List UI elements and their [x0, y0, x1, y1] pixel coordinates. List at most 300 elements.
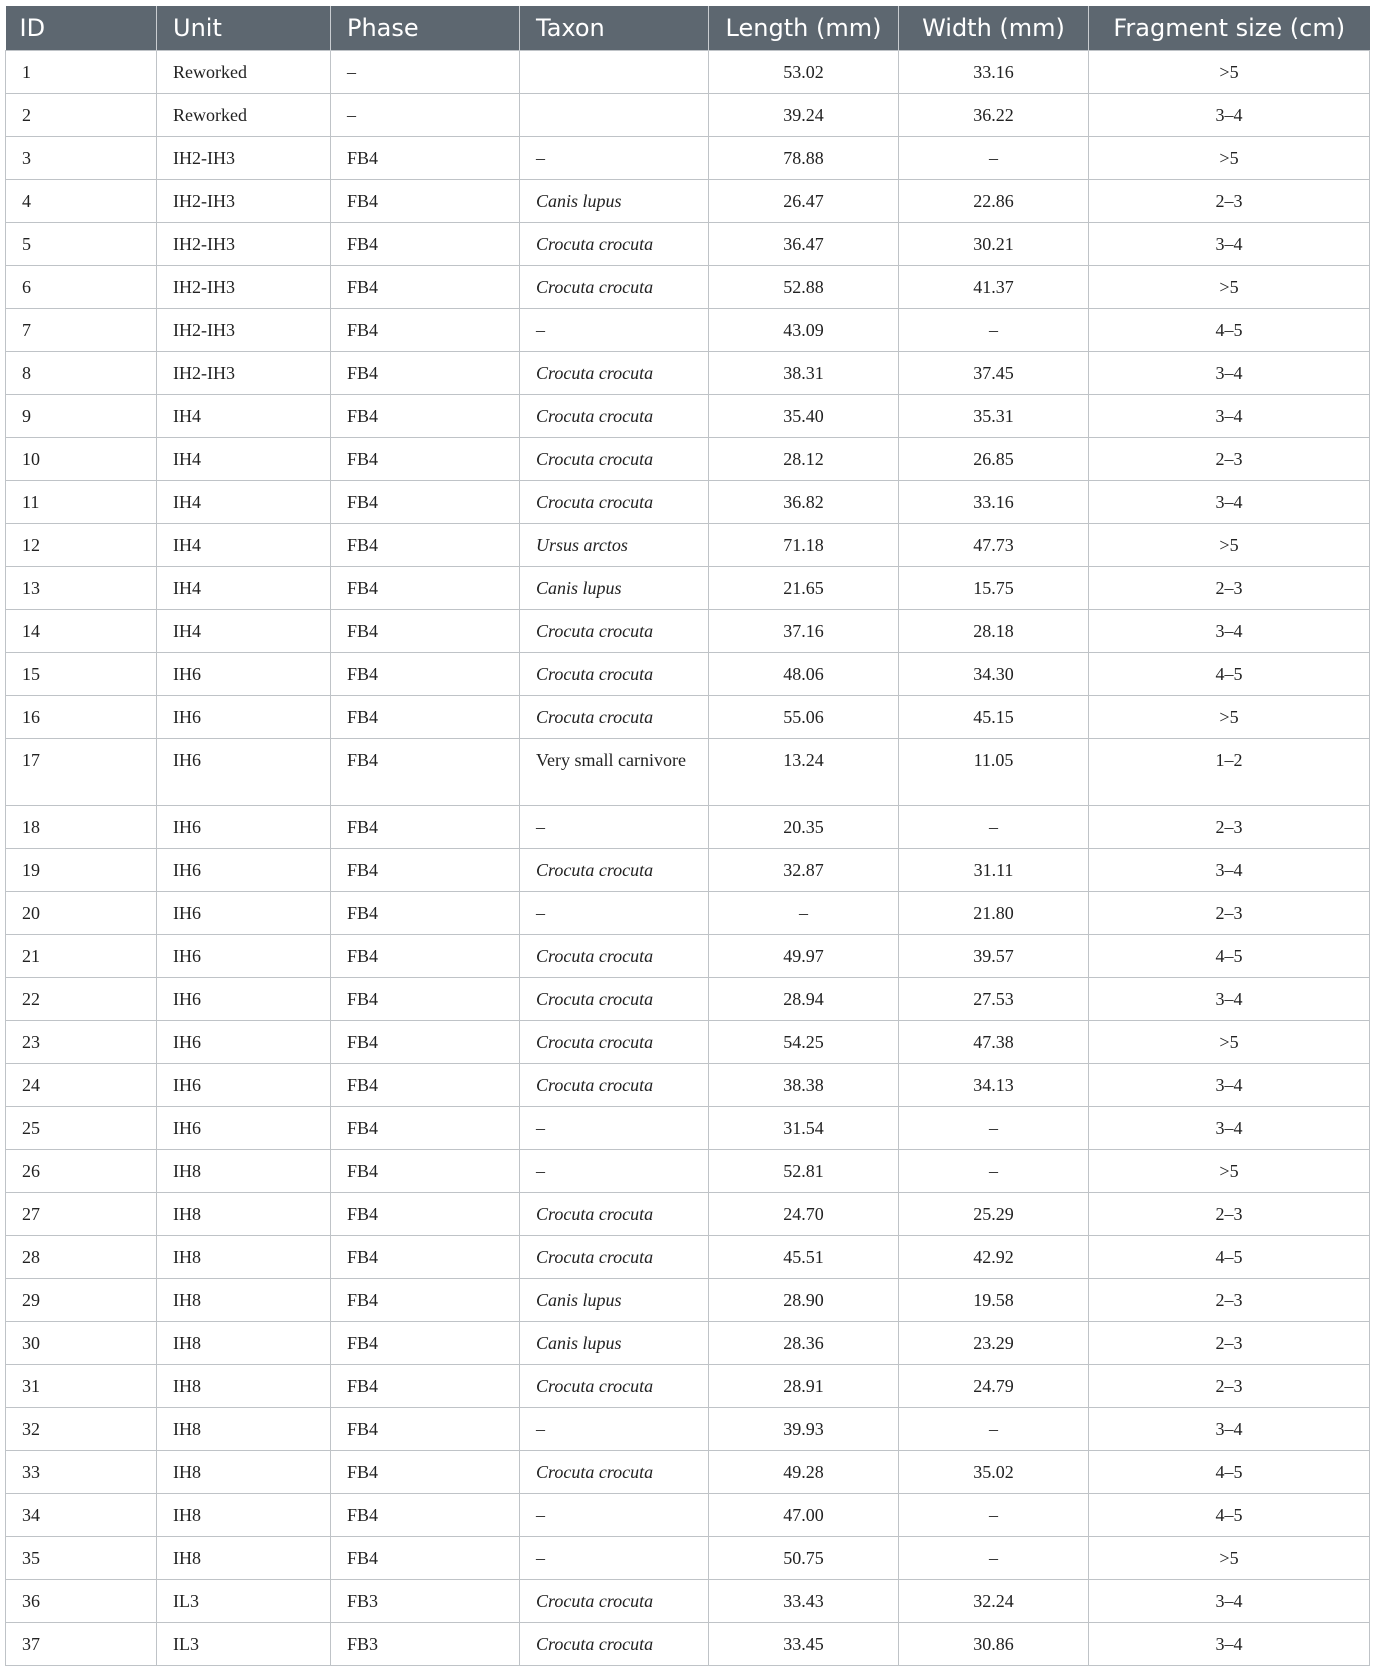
cell-unit: IH4 — [157, 523, 331, 566]
cell-phase: FB4 — [331, 566, 520, 609]
cell-width: 35.31 — [899, 394, 1089, 437]
cell-taxon: Very small carnivore — [520, 738, 709, 805]
cell-phase: FB4 — [331, 1106, 520, 1149]
cell-width: 11.05 — [899, 738, 1089, 805]
cell-unit: IH2-IH3 — [157, 265, 331, 308]
cell-id: 33 — [6, 1450, 157, 1493]
data-table-container — [5, 6, 1369, 1666]
table-row — [6, 50, 1370, 93]
cell-length: 52.88 — [709, 265, 899, 308]
cell-id: 35 — [6, 1536, 157, 1579]
table-row — [6, 351, 1370, 394]
cell-unit: IH6 — [157, 1020, 331, 1063]
cell-unit: Reworked — [157, 50, 331, 93]
cell-id: 31 — [6, 1364, 157, 1407]
cell-id: 20 — [6, 891, 157, 934]
cell-id: 4 — [6, 179, 157, 222]
cell-width: 24.79 — [899, 1364, 1089, 1407]
table-body — [6, 50, 1370, 1665]
cell-width: 15.75 — [899, 566, 1089, 609]
cell-taxon: Crocuta crocuta — [520, 1020, 709, 1063]
cell-unit: IH8 — [157, 1149, 331, 1192]
cell-unit: IH8 — [157, 1278, 331, 1321]
cell-id: 32 — [6, 1407, 157, 1450]
cell-width: – — [899, 1106, 1089, 1149]
cell-fragment-size: 3–4 — [1089, 93, 1370, 136]
cell-id: 26 — [6, 1149, 157, 1192]
table-row — [6, 1450, 1370, 1493]
cell-fragment-size: 2–3 — [1089, 1278, 1370, 1321]
cell-length: 55.06 — [709, 695, 899, 738]
cell-taxon: – — [520, 308, 709, 351]
cell-fragment-size: 3–4 — [1089, 1063, 1370, 1106]
cell-width: 32.24 — [899, 1579, 1089, 1622]
cell-id: 19 — [6, 848, 157, 891]
cell-phase: FB4 — [331, 1192, 520, 1235]
cell-length: 53.02 — [709, 50, 899, 93]
cell-unit: IH6 — [157, 1063, 331, 1106]
cell-fragment-size: >5 — [1089, 136, 1370, 179]
table-row — [6, 891, 1370, 934]
table-row — [6, 1149, 1370, 1192]
cell-id: 17 — [6, 738, 157, 805]
cell-id: 30 — [6, 1321, 157, 1364]
cell-phase: – — [331, 93, 520, 136]
cell-unit: IL3 — [157, 1579, 331, 1622]
cell-length: 54.25 — [709, 1020, 899, 1063]
cell-width: 36.22 — [899, 93, 1089, 136]
table-row — [6, 523, 1370, 566]
cell-phase: FB4 — [331, 1321, 520, 1364]
cell-taxon: – — [520, 1149, 709, 1192]
cell-phase: FB4 — [331, 891, 520, 934]
cell-length: – — [709, 891, 899, 934]
cell-phase: FB4 — [331, 934, 520, 977]
cell-width: 27.53 — [899, 977, 1089, 1020]
cell-taxon: Canis lupus — [520, 566, 709, 609]
table-row — [6, 179, 1370, 222]
cell-width: 33.16 — [899, 480, 1089, 523]
cell-fragment-size: 2–3 — [1089, 566, 1370, 609]
cell-taxon: Crocuta crocuta — [520, 351, 709, 394]
header-id: ID — [19, 13, 46, 42]
cell-fragment-size: >5 — [1089, 1020, 1370, 1063]
cell-unit: IH8 — [157, 1321, 331, 1364]
cell-length: 39.24 — [709, 93, 899, 136]
cell-length: 47.00 — [709, 1493, 899, 1536]
cell-fragment-size: 3–4 — [1089, 394, 1370, 437]
cell-length: 39.93 — [709, 1407, 899, 1450]
cell-phase: – — [331, 50, 520, 93]
cell-width: 37.45 — [899, 351, 1089, 394]
cell-length: 26.47 — [709, 179, 899, 222]
cell-unit: IH8 — [157, 1493, 331, 1536]
cell-length: 28.94 — [709, 977, 899, 1020]
cell-width: – — [899, 136, 1089, 179]
table-row — [6, 136, 1370, 179]
cell-id: 10 — [6, 437, 157, 480]
table-row — [6, 977, 1370, 1020]
cell-id: 28 — [6, 1235, 157, 1278]
cell-taxon: Canis lupus — [520, 179, 709, 222]
cell-fragment-size: >5 — [1089, 1536, 1370, 1579]
cell-fragment-size: 2–3 — [1089, 437, 1370, 480]
cell-fragment-size: 4–5 — [1089, 652, 1370, 695]
table-row — [6, 805, 1370, 848]
cell-width: 35.02 — [899, 1450, 1089, 1493]
cell-taxon — [520, 93, 709, 136]
cell-taxon: Crocuta crocuta — [520, 1622, 709, 1665]
cell-id: 12 — [6, 523, 157, 566]
cell-id: 1 — [6, 50, 157, 93]
cell-width: – — [899, 1493, 1089, 1536]
cell-phase: FB4 — [331, 1235, 520, 1278]
cell-length: 31.54 — [709, 1106, 899, 1149]
cell-unit: IH6 — [157, 934, 331, 977]
cell-taxon: Crocuta crocuta — [520, 437, 709, 480]
cell-fragment-size: 2–3 — [1089, 1321, 1370, 1364]
cell-taxon: Ursus arctos — [520, 523, 709, 566]
cell-taxon: Crocuta crocuta — [520, 848, 709, 891]
table-row — [6, 652, 1370, 695]
cell-taxon: Crocuta crocuta — [520, 695, 709, 738]
cell-unit: Reworked — [157, 93, 331, 136]
cell-taxon: Crocuta crocuta — [520, 394, 709, 437]
cell-unit: IH8 — [157, 1536, 331, 1579]
table-row — [6, 308, 1370, 351]
cell-taxon: – — [520, 805, 709, 848]
cell-unit: IH8 — [157, 1364, 331, 1407]
table-row — [6, 609, 1370, 652]
cell-phase: FB4 — [331, 1149, 520, 1192]
table-row — [6, 1579, 1370, 1622]
cell-phase: FB4 — [331, 1493, 520, 1536]
cell-phase: FB4 — [331, 351, 520, 394]
cell-phase: FB4 — [331, 1063, 520, 1106]
cell-fragment-size: 2–3 — [1089, 1364, 1370, 1407]
cell-phase: FB4 — [331, 848, 520, 891]
table-row — [6, 222, 1370, 265]
table-row — [6, 480, 1370, 523]
cell-fragment-size: 3–4 — [1089, 480, 1370, 523]
cell-id: 24 — [6, 1063, 157, 1106]
cell-unit: IH8 — [157, 1450, 331, 1493]
cell-taxon: – — [520, 1407, 709, 1450]
cell-taxon: Crocuta crocuta — [520, 934, 709, 977]
cell-phase: FB3 — [331, 1579, 520, 1622]
cell-unit: IH8 — [157, 1407, 331, 1450]
header-unit: Unit — [157, 6, 331, 50]
cell-taxon: – — [520, 1493, 709, 1536]
cell-unit: IH8 — [157, 1192, 331, 1235]
cell-fragment-size: 4–5 — [1089, 1450, 1370, 1493]
header-width: Width (mm) — [899, 6, 1089, 50]
cell-unit: IH8 — [157, 1235, 331, 1278]
cell-fragment-size: 2–3 — [1089, 179, 1370, 222]
cell-width: – — [899, 805, 1089, 848]
cell-id: 23 — [6, 1020, 157, 1063]
cell-length: 43.09 — [709, 308, 899, 351]
cell-taxon: Crocuta crocuta — [520, 1450, 709, 1493]
cell-fragment-size: 3–4 — [1089, 609, 1370, 652]
cell-fragment-size: 3–4 — [1089, 1579, 1370, 1622]
cell-length: 36.82 — [709, 480, 899, 523]
cell-length: 28.90 — [709, 1278, 899, 1321]
cell-unit: IH4 — [157, 480, 331, 523]
cell-length: 38.38 — [709, 1063, 899, 1106]
cell-width: 41.37 — [899, 265, 1089, 308]
cell-fragment-size: 1–2 — [1089, 738, 1370, 805]
cell-id: 3 — [6, 136, 157, 179]
cell-width: 34.30 — [899, 652, 1089, 695]
cell-phase: FB4 — [331, 265, 520, 308]
cell-phase: FB3 — [331, 1622, 520, 1665]
cell-phase: FB4 — [331, 652, 520, 695]
cell-unit: IH2-IH3 — [157, 179, 331, 222]
cell-length: 28.12 — [709, 437, 899, 480]
cell-taxon: Crocuta crocuta — [520, 977, 709, 1020]
cell-id: 27 — [6, 1192, 157, 1235]
cell-id: 18 — [6, 805, 157, 848]
cell-id: 34 — [6, 1493, 157, 1536]
cell-phase: FB4 — [331, 609, 520, 652]
table-row — [6, 93, 1370, 136]
table-header — [6, 6, 1370, 50]
cell-id: 9 — [6, 394, 157, 437]
cell-width: 19.58 — [899, 1278, 1089, 1321]
cell-fragment-size: 4–5 — [1089, 934, 1370, 977]
cell-fragment-size: 4–5 — [1089, 308, 1370, 351]
cell-width: 47.38 — [899, 1020, 1089, 1063]
cell-fragment-size: 2–3 — [1089, 891, 1370, 934]
cell-width: 42.92 — [899, 1235, 1089, 1278]
cell-unit: IH4 — [157, 609, 331, 652]
cell-length: 20.35 — [709, 805, 899, 848]
cell-id: 5 — [6, 222, 157, 265]
cell-id: 8 — [6, 351, 157, 394]
cell-unit: IH6 — [157, 891, 331, 934]
cell-taxon: Canis lupus — [520, 1278, 709, 1321]
cell-width: 25.29 — [899, 1192, 1089, 1235]
cell-width: 22.86 — [899, 179, 1089, 222]
cell-phase: FB4 — [331, 695, 520, 738]
cell-phase: FB4 — [331, 523, 520, 566]
cell-width: – — [899, 1407, 1089, 1450]
cell-length: 52.81 — [709, 1149, 899, 1192]
cell-phase: FB4 — [331, 1364, 520, 1407]
cell-width: 30.86 — [899, 1622, 1089, 1665]
table-row — [6, 1192, 1370, 1235]
cell-taxon: Crocuta crocuta — [520, 1364, 709, 1407]
cell-width: – — [899, 308, 1089, 351]
cell-phase: FB4 — [331, 136, 520, 179]
cell-length: 13.24 — [709, 738, 899, 805]
cell-taxon: Crocuta crocuta — [520, 265, 709, 308]
cell-unit: IH4 — [157, 566, 331, 609]
cell-id: 2 — [6, 93, 157, 136]
cell-phase: FB4 — [331, 222, 520, 265]
table-row — [6, 394, 1370, 437]
cell-width: 26.85 — [899, 437, 1089, 480]
cell-id: 16 — [6, 695, 157, 738]
cell-length: 37.16 — [709, 609, 899, 652]
cell-fragment-size: 3–4 — [1089, 1407, 1370, 1450]
cell-length: 49.28 — [709, 1450, 899, 1493]
cell-length: 48.06 — [709, 652, 899, 695]
table-row — [6, 1493, 1370, 1536]
cell-length: 45.51 — [709, 1235, 899, 1278]
cell-length: 38.31 — [709, 351, 899, 394]
cell-fragment-size: >5 — [1089, 523, 1370, 566]
table-row — [6, 1364, 1370, 1407]
cell-length: 49.97 — [709, 934, 899, 977]
cell-unit: IH2-IH3 — [157, 308, 331, 351]
table-row — [6, 1278, 1370, 1321]
cell-phase: FB4 — [331, 437, 520, 480]
cell-taxon: Crocuta crocuta — [520, 652, 709, 695]
cell-taxon: – — [520, 1106, 709, 1149]
cell-unit: IH4 — [157, 394, 331, 437]
cell-taxon: Crocuta crocuta — [520, 480, 709, 523]
cell-length: 71.18 — [709, 523, 899, 566]
cell-taxon: Canis lupus — [520, 1321, 709, 1364]
cell-unit: IH2-IH3 — [157, 351, 331, 394]
table-row — [6, 1622, 1370, 1665]
cell-length: 35.40 — [709, 394, 899, 437]
cell-unit: IH4 — [157, 437, 331, 480]
cell-unit: IH6 — [157, 805, 331, 848]
header-length: Length (mm) — [709, 6, 899, 50]
cell-taxon — [520, 50, 709, 93]
table-row — [6, 566, 1370, 609]
cell-width: – — [899, 1149, 1089, 1192]
table-row — [6, 934, 1370, 977]
cell-length: 50.75 — [709, 1536, 899, 1579]
cell-unit: IH2-IH3 — [157, 222, 331, 265]
cell-taxon: – — [520, 891, 709, 934]
cell-unit: IH2-IH3 — [157, 136, 331, 179]
cell-phase: FB4 — [331, 1536, 520, 1579]
cell-unit: IH6 — [157, 695, 331, 738]
cell-unit: IH6 — [157, 652, 331, 695]
cell-width: 21.80 — [899, 891, 1089, 934]
cell-fragment-size: 2–3 — [1089, 1192, 1370, 1235]
table-row — [6, 1407, 1370, 1450]
cell-phase: FB4 — [331, 805, 520, 848]
cell-id: 13 — [6, 566, 157, 609]
cell-width: 45.15 — [899, 695, 1089, 738]
table-row — [6, 1063, 1370, 1106]
cell-phase: FB4 — [331, 1020, 520, 1063]
cell-length: 36.47 — [709, 222, 899, 265]
cell-fragment-size: 3–4 — [1089, 351, 1370, 394]
cell-fragment-size: >5 — [1089, 1149, 1370, 1192]
cell-phase: FB4 — [331, 394, 520, 437]
cell-phase: FB4 — [331, 1407, 520, 1450]
cell-taxon: Crocuta crocuta — [520, 609, 709, 652]
cell-id: 6 — [6, 265, 157, 308]
cell-phase: FB4 — [331, 480, 520, 523]
header-phase: Phase — [331, 6, 520, 50]
table-row — [6, 1235, 1370, 1278]
cell-phase: FB4 — [331, 1278, 520, 1321]
table-row — [6, 1536, 1370, 1579]
cell-width: 39.57 — [899, 934, 1089, 977]
cell-length: 78.88 — [709, 136, 899, 179]
cell-unit: IH6 — [157, 977, 331, 1020]
cell-unit: IH6 — [157, 738, 331, 805]
cell-width: 33.16 — [899, 50, 1089, 93]
table-row — [6, 1321, 1370, 1364]
cell-width: 31.11 — [899, 848, 1089, 891]
cell-phase: FB4 — [331, 179, 520, 222]
cell-width: 28.18 — [899, 609, 1089, 652]
cell-id: 7 — [6, 308, 157, 351]
cell-fragment-size: >5 — [1089, 265, 1370, 308]
table-row — [6, 848, 1370, 891]
cell-fragment-size: 3–4 — [1089, 848, 1370, 891]
cell-taxon: Crocuta crocuta — [520, 1063, 709, 1106]
table-row — [6, 1106, 1370, 1149]
table-row — [6, 695, 1370, 738]
cell-id: 37 — [6, 1622, 157, 1665]
cell-fragment-size: 4–5 — [1089, 1493, 1370, 1536]
cell-fragment-size: >5 — [1089, 50, 1370, 93]
cell-length: 28.91 — [709, 1364, 899, 1407]
cell-phase: FB4 — [331, 738, 520, 805]
cell-fragment-size: 3–4 — [1089, 1622, 1370, 1665]
cell-width: – — [899, 1536, 1089, 1579]
cell-taxon: – — [520, 1536, 709, 1579]
cell-width: 34.13 — [899, 1063, 1089, 1106]
table-row — [6, 265, 1370, 308]
cell-phase: FB4 — [331, 977, 520, 1020]
cell-length: 32.87 — [709, 848, 899, 891]
cell-width: 23.29 — [899, 1321, 1089, 1364]
cell-id: 25 — [6, 1106, 157, 1149]
cell-id: 14 — [6, 609, 157, 652]
cell-width: 47.73 — [899, 523, 1089, 566]
cell-taxon: Crocuta crocuta — [520, 1235, 709, 1278]
table-row — [6, 1020, 1370, 1063]
cell-fragment-size: 4–5 — [1089, 1235, 1370, 1278]
cell-phase: FB4 — [331, 308, 520, 351]
cell-unit: IL3 — [157, 1622, 331, 1665]
cell-fragment-size: >5 — [1089, 695, 1370, 738]
cell-taxon: – — [520, 136, 709, 179]
cell-unit: IH6 — [157, 848, 331, 891]
cell-id: 21 — [6, 934, 157, 977]
cell-unit: IH6 — [157, 1106, 331, 1149]
cell-phase: FB4 — [331, 1450, 520, 1493]
cell-fragment-size: 2–3 — [1089, 805, 1370, 848]
cell-id: 29 — [6, 1278, 157, 1321]
cell-length: 33.45 — [709, 1622, 899, 1665]
cell-id: 36 — [6, 1579, 157, 1622]
cell-taxon: Crocuta crocuta — [520, 1192, 709, 1235]
cell-length: 33.43 — [709, 1579, 899, 1622]
cell-fragment-size: 3–4 — [1089, 222, 1370, 265]
cell-id: 15 — [6, 652, 157, 695]
header-taxon: Taxon — [520, 6, 709, 50]
header-row — [6, 6, 1370, 50]
cell-length: 24.70 — [709, 1192, 899, 1235]
cell-id: 11 — [6, 480, 157, 523]
cell-length: 28.36 — [709, 1321, 899, 1364]
cell-id: 22 — [6, 977, 157, 1020]
cell-length: 21.65 — [709, 566, 899, 609]
cell-width: 30.21 — [899, 222, 1089, 265]
